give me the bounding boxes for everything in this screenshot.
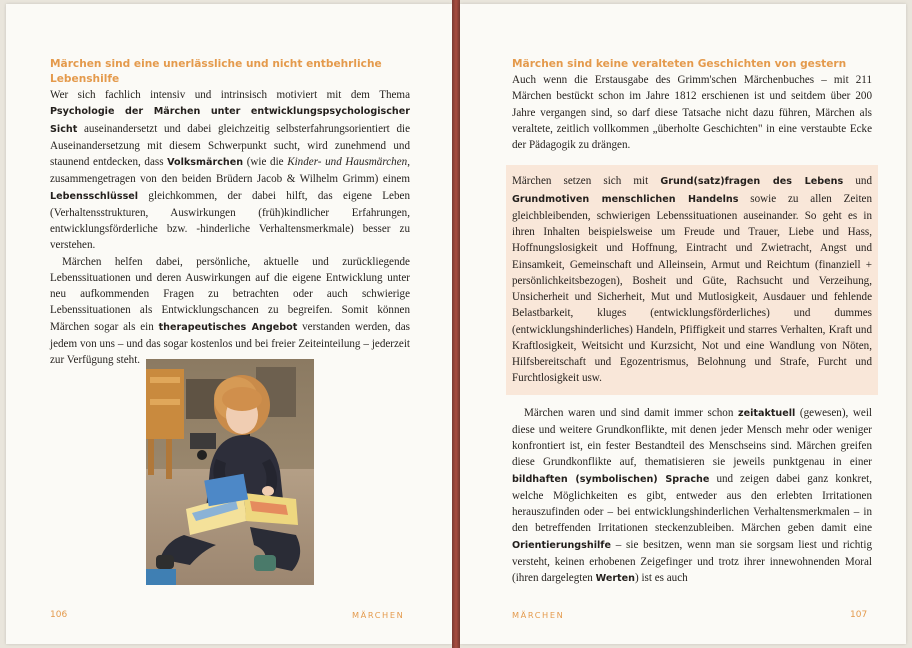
left-page-content — [50, 57, 410, 368]
text-run: auseinandersetzt und dabei gleichzeitig selbsterfahrungsorientiert die Auseinandersetzung mit diesem Schwerpunkt sucht, wird zunehmend und staunend entdecken, dass — [50, 122, 410, 168]
bold-term: Psychologie der Märchen unter entwicklungspsychologischer Sicht — [50, 106, 410, 135]
text-run: ) ist es auch — [634, 572, 688, 584]
left-paragraph-2 — [50, 254, 410, 369]
text-run: (gewesen), weil diese und weitere Grundkonflikte, mit denen jeder Mensch mehr oder weniger konfrontiert ist, ein fester Bestandteil des Menschseins sind. Märchen greifen diese Grundkonflikte auf, thematisieren sie jeweils punktgenau in einer — [512, 406, 872, 469]
text-run: und — [843, 175, 873, 188]
left-page-heading — [50, 57, 410, 87]
text-run: Märchen waren und sind damit immer schon — [524, 406, 738, 419]
left-paragraph-1 — [50, 87, 410, 254]
right-paragraph-1: Auch wenn die Erstausgabe des Grimm'schen Märchenbuches – mit 211 Märchen bestückt schon im Jahre 1812 erschienen ist und seitdem über 200 Jahre vergangen sind, so darf diese Tatsache nicht dazu führen, Märchen als veraltete, zeitlich vollkommen „überholte Geschichten" in eine verstaubte Ecke der Pädagogik zu drängen. — [512, 74, 872, 151]
themes-paragraph — [512, 173, 872, 386]
right-page-heading: Märchen sind keine veralteten Geschichten von gestern — [512, 58, 847, 70]
text-run: – sie besitzen, wenn man sie sorgsam liest und richtig versteht, keinen erhobenen Zeigefinger und trotz ihrer innewohnenden Moral (ihren dargelegten — [512, 538, 872, 584]
bold-term: Volksmärchen — [167, 157, 244, 168]
text-run: Wer sich fachlich intensiv und intrinsisch motiviert mit dem Thema — [50, 89, 410, 101]
bold-term: Lebensschlüssel — [50, 190, 139, 202]
text-run: (wie die — [243, 156, 288, 168]
text-run: Märchen helfen dabei, persönliche, aktuelle und zurückliegende Lebenssituationen und deren Auswirkungen auf die eigene Entwicklung unter neu aufkommenden Fragen zu betrachten oder auch schwierige Lebenssituationen als Entwicklungschancen zu begreifen. Somit können Märchen sogar als ein — [50, 255, 410, 333]
text-run: gleichkommen, der dabei hilft, das eigene Leben (Verhaltensstrukturen, Auswirkungen (früh)kindlicher Erfahrungen, entwicklungsförderliche bzw. -hinderliche Verhaltensmerkmale) besser zu verstehen. — [50, 189, 410, 252]
left-heading-line2: Lebenshilfe — [50, 73, 120, 85]
text-run: und zeigen dabei ganz konkret, welche Möglichkeiten es gibt, entweder aus den erlebten Irritationen herauszufinden oder – bei entwicklungshinderlichen Verhaltensmerkmalen – in den betreffenden Irritationen steckenzubleiben. Märchen geben damit eine — [512, 472, 872, 535]
italic-term: Kinder- und Hausmärchen — [287, 156, 408, 168]
bold-term: zeitaktuell — [738, 407, 796, 419]
text-run: sowie zu allen Zeiten gleichbleibenden, schwierigen Lebenssituationen auseinander. So geht es in ihren Inhalten beispielsweise um Freude und Trauer, Liebe und Hass, Hoffnungslosigkeit und Hoffnung, Eintracht und Zwietracht, Angst und Einsamkeit, Gemeinschaft und Alleinsein, Armut und Reichtum (finanziell + persönlichkeitsbezogen), Bosheit und Güte, Rachsucht und Verzeihung, Unsicherheit und Sicherheit, Mut und Mutlosigkeit, Ausdauer und fehlende Belastbarkeit, kluges (entwicklungsförderliches) und dummes (entwicklungshinderliches) Handeln, Pfiffigkeit und starres Verhalten, Kraft und Kraftlosigkeit, Weitsicht und Kurzsicht, Not und eine Wandlung von Nöten, Hilfsbereitschaft und Egozentrismus, Belohnung und Strafe, Furcht und Furchtlosigkeit usw. — [512, 192, 872, 385]
text-run: Märchen setzen sich mit — [512, 175, 661, 188]
bold-term: bildhaften (symbolischen) Sprache — [512, 473, 710, 485]
left-running-title: MÄRCHEN — [352, 610, 405, 620]
right-paragraph-2 — [512, 405, 872, 588]
bold-term: Grundmotiven menschlichen Handelns — [512, 193, 739, 205]
bold-term: Orientierungshilfe — [512, 539, 611, 551]
child-reading-illustration — [146, 359, 314, 585]
right-page-number: 107 — [850, 610, 868, 620]
left-page-number: 106 — [50, 610, 68, 620]
bold-term: Grund(satz)fragen des Lebens — [660, 176, 844, 188]
left-heading-line1: Märchen sind eine unerlässliche und nicht entbehrliche — [50, 58, 382, 70]
left-page — [6, 4, 452, 644]
right-page-content — [512, 57, 872, 587]
bold-term: Werten — [595, 573, 635, 584]
themes-highlight-box — [506, 165, 878, 394]
right-running-title: MÄRCHEN — [512, 610, 565, 620]
right-page — [460, 4, 906, 644]
bold-term: therapeutisches Angebot — [158, 321, 298, 333]
text-run: verstanden werden, das jedem von uns – und das sogar kostenlos und bei freier Zeiteinteilung – jederzeit zur Verfügung steht. — [50, 320, 410, 366]
child-reading-photo — [146, 359, 314, 585]
book-spine — [452, 0, 460, 648]
text-run: , zusammengetragen von den beiden Brüdern Jacob & Wilhelm Grimm) einem — [50, 156, 410, 186]
